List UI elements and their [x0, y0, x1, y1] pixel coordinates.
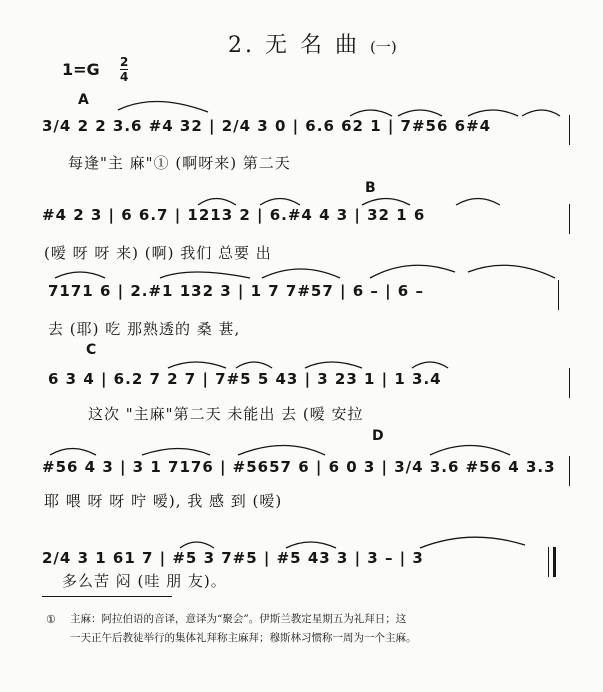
staff-4-lyrics: 这次 "主麻"第二天 未能出 去 (嗳 安拉	[88, 405, 364, 423]
staff-5-lyrics: 耶 喂 呀 呀 咛 嗳), 我 感 到 (嗳)	[44, 492, 283, 510]
section-mark-a: A	[78, 92, 89, 108]
staff-2-notes: #4 2 3 | 6 6.7 | 1213 2 | 6.#4 4 3 | 32 1 6	[42, 206, 426, 224]
staff-5-notes: #56 4 3 | 3 1 7176 | #5657 6 | 6 0 3 | 3/4 3.6 #56 4 3.3	[42, 458, 556, 476]
staff-1-notes: 3/4 2 2 3.6 #4 32 | 2/4 3 0 | 6.6 62 1 | 7#56 6#4	[42, 117, 492, 135]
barline	[569, 204, 570, 234]
section-mark-d: D	[372, 428, 384, 444]
staff-6-lyrics: 多么苦 闷 (哇 朋 友)。	[62, 572, 227, 590]
section-mark-b: B	[365, 180, 376, 196]
time-lower: 4	[120, 70, 129, 84]
final-double-barline	[548, 547, 556, 577]
time-upper: 2	[120, 55, 129, 69]
staff-1-lyrics: 每逢"主 麻"① (啊呀来) 第二天	[68, 154, 291, 172]
title-subtitle: (一)	[369, 38, 397, 56]
staff-3-lyrics: 去 (耶) 吃 那熟透的 桑 葚,	[48, 320, 241, 338]
staff-6-notes: 2/4 3 1 61 7 | #5 3 7#5 | #5 43 3 | 3 – | 3	[42, 549, 424, 567]
footnote-rule	[42, 596, 172, 597]
footnote-marker: ①	[46, 613, 56, 626]
staff-4-notes: 6 3 4 | 6.2 7 2 7 | 7#5 5 43 | 3 23 1 | 1 3.4	[48, 370, 442, 388]
staff-2-lyrics: (嗳 呀 呀 来) (啊) 我们 总要 出	[44, 244, 272, 262]
staff-3-notes: 7171 6 | 2.#1 132 3 | 1 7 7#57 | 6 – | 6 –	[48, 282, 424, 300]
barline	[569, 368, 570, 398]
section-mark-c: C	[86, 342, 97, 358]
title-text: 2. 无 名 曲	[228, 33, 360, 58]
key-signature: 1=G	[62, 60, 100, 79]
footnote-line-1: 主麻：阿拉伯语的音译，意译为“聚会”。伊斯兰教定星期五为礼拜日；这	[70, 613, 407, 625]
barline	[558, 280, 559, 310]
barline	[569, 456, 570, 486]
footnote-line-2: 一天正午后教徒举行的集体礼拜称主麻拜；穆斯林习惯称一周为一个主麻。	[70, 632, 417, 644]
barline	[569, 115, 570, 145]
